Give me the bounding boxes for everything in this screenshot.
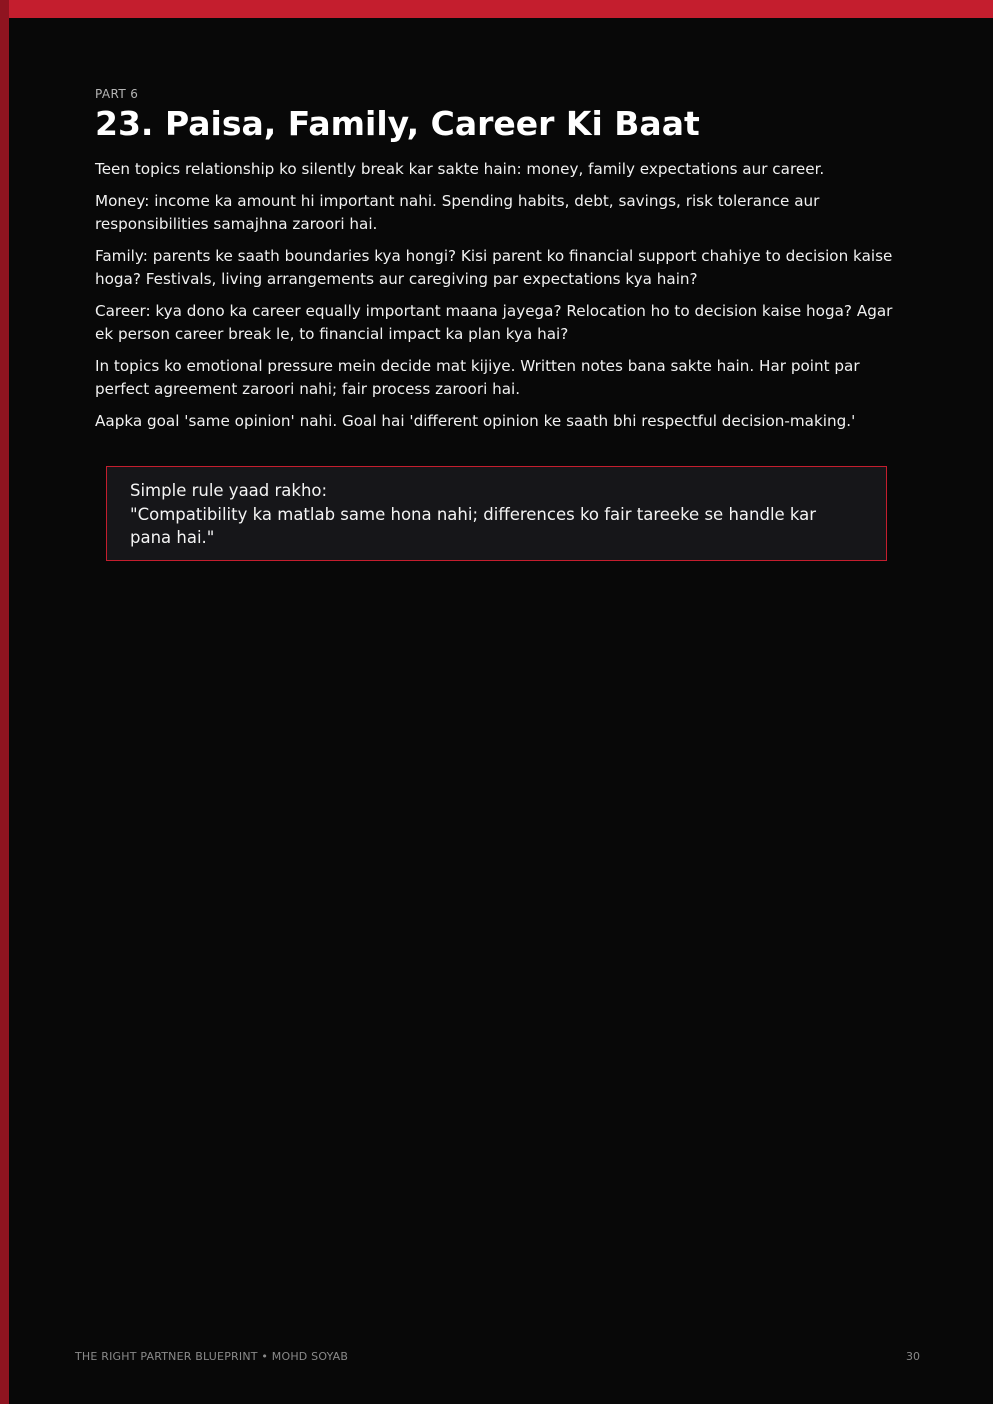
paragraph-career: Career: kya dono ka career equally important maana jayega? Relocation ho to decision kaise hoga? Agar ek person career break le, to financial impact ka plan kya hai? [95, 302, 893, 343]
top-accent-bar [0, 0, 993, 18]
left-accent-bar [0, 0, 9, 1404]
paragraph-process: In topics ko emotional pressure mein decide mat kijiye. Written notes bana sakte hain. Har point par perfect agreement zaroori nahi; fair process zaroori hai. [95, 357, 860, 398]
footer-running-title [75, 1350, 348, 1363]
callout-heading: Simple rule yaad rakho: [130, 481, 328, 500]
page-title: 23. Paisa, Family, Career Ki Baat [95, 104, 700, 143]
part-label: PART 6 [95, 87, 139, 101]
paragraph-intro: Teen topics relationship ko silently break kar sakte hain: money, family expectations aur career. [95, 160, 825, 178]
page-number: 30 [906, 1350, 920, 1363]
paragraph-money: Money: income ka amount hi important nahi. Spending habits, debt, savings, risk tolerance aur responsibilities samajhna zaroori hai. [95, 192, 820, 233]
callout-quote: "Compatibility ka matlab same hona nahi; differences ko fair tareeke se handle kar pana hai." [130, 504, 817, 547]
paragraph-goal: Aapka goal 'same opinion' nahi. Goal hai 'different opinion ke saath bhi respectful decision-making.' [95, 412, 856, 430]
rule-callout-box [106, 466, 887, 561]
footer-book-title: THE RIGHT PARTNER BLUEPRINT [75, 1350, 258, 1363]
footer-separator: • [261, 1350, 269, 1363]
page-content [95, 86, 895, 442]
footer-author: MOHD SOYAB [271, 1350, 349, 1363]
paragraph-family: Family: parents ke saath boundaries kya hongi? Kisi parent ko financial support chahiye to decision kaise hoga? Festivals, living arrangements aur caregiving par expectations kya hain? [95, 247, 893, 288]
